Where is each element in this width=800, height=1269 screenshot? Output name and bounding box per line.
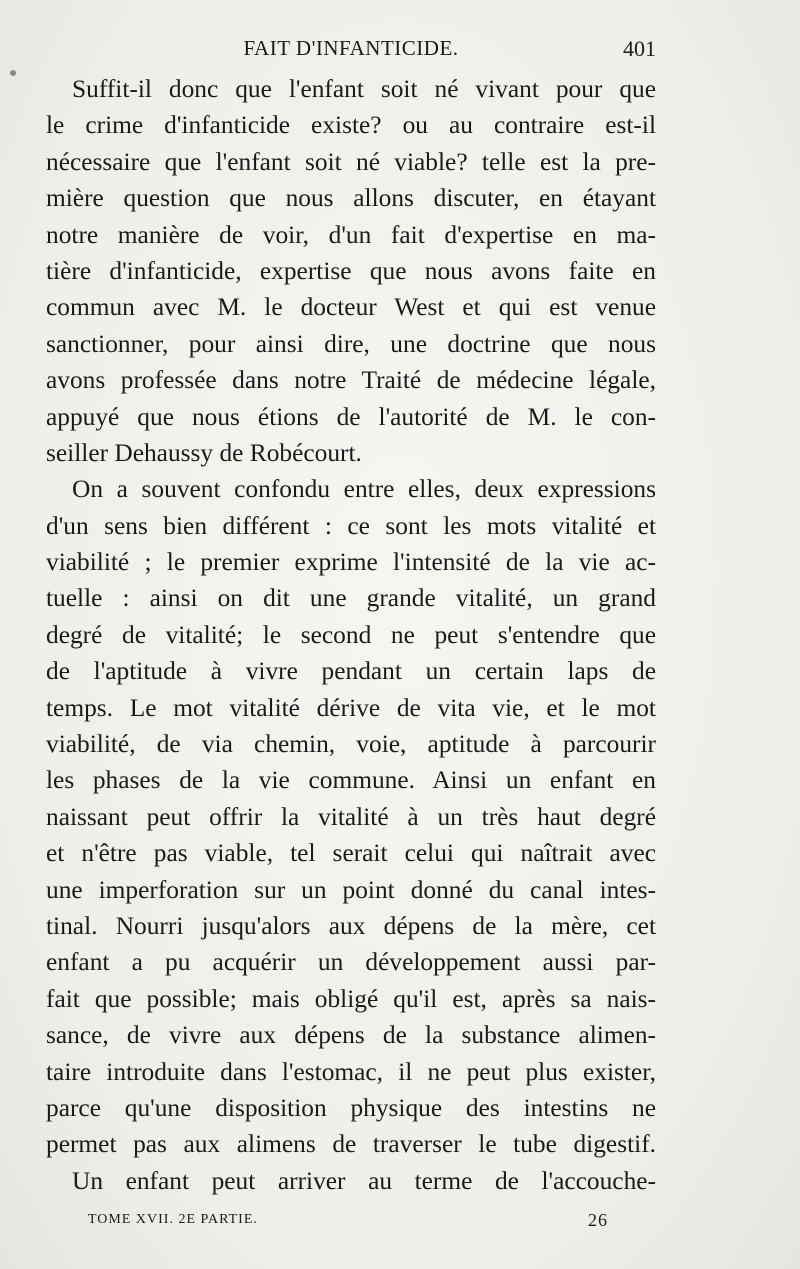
text-line: viabilité, de via chemin, voie, aptitude à parcourir [46, 730, 656, 759]
text-line: tière d'infanticide, expertise que nous avons faite en [46, 256, 656, 285]
text-line: Suffit-il donc que l'enfant soit né vivant pour que [72, 75, 656, 103]
text-line: fait que possible; mais obligé qu'il est, après sa nais- [46, 984, 656, 1013]
running-title: FAIT D'INFANTICIDE. [243, 36, 459, 60]
text-line: tinal. Nourri jusqu'alors aux dépens de la mère, cet [46, 911, 656, 940]
text-line: appuyé que nous étions de l'autorité de M. le con- [46, 402, 656, 431]
text-line: viabilité ; le premier exprime l'intensité de la vie ac- [46, 548, 656, 577]
text-line: parce qu'une disposition physique des intestins ne [46, 1093, 656, 1122]
text-line: d'un sens bien différent : ce sont les mots vitalité et [46, 511, 656, 540]
text-line: le crime d'infanticide existe? ou au contraire est-il [46, 111, 656, 140]
text-line: enfant a pu acquérir un développement aussi par- [46, 948, 656, 977]
text-line: les phases de la vie commune. Ainsi un enfant en [46, 766, 656, 795]
ink-speck [10, 70, 16, 76]
text-line: On a souvent confondu entre elles, deux expressions [72, 475, 656, 504]
text-line: seiller Dehaussy de Robécourt. [46, 438, 362, 467]
text-line: notre manière de voir, d'un fait d'expertise en ma- [46, 220, 656, 249]
text-line: Un enfant peut arriver au terme de l'accouche- [72, 1166, 656, 1195]
text-line: temps. Le mot vitalité dérive de vita vie, et le mot [46, 693, 656, 722]
page-header [46, 34, 656, 64]
text-line: nécessaire que l'enfant soit né viable? telle est la pre- [46, 147, 656, 176]
text-line: et n'être pas viable, tel serait celui qui naîtrait avec [46, 839, 656, 868]
text-line: degré de vitalité; le second ne peut s'entendre que [46, 620, 656, 649]
text-line: permet pas aux alimens de traverser le tube digestif. [46, 1130, 656, 1159]
page-number: 401 [623, 36, 656, 61]
signature-number: 26 [588, 1210, 608, 1230]
text-line: une imperforation sur un point donné du canal intes- [46, 875, 656, 904]
text-line: sanctionner, pour ainsi dire, une doctrine que nous [46, 329, 656, 358]
text-line: naissant peut offrir la vitalité à un très haut degré [46, 802, 656, 831]
text-line: tuelle : ainsi on dit une grande vitalité, un grand [46, 584, 656, 613]
text-line: commun avec M. le docteur West et qui est venue [46, 293, 656, 322]
text-line: de l'aptitude à vivre pendant un certain laps de [46, 657, 656, 686]
signature-mark: TOME XVII. 2E PARTIE. [88, 1212, 258, 1227]
page-footer [88, 1210, 608, 1234]
text-line: mière question que nous allons discuter, en étayant [46, 184, 656, 213]
body-text [46, 71, 656, 1199]
text-line: sance, de vivre aux dépens de la substance alimen- [46, 1021, 656, 1050]
text-line: avons professée dans notre Traité de médecine légale, [46, 366, 656, 395]
text-line: taire introduite dans l'estomac, il ne peut plus exister, [46, 1057, 656, 1086]
